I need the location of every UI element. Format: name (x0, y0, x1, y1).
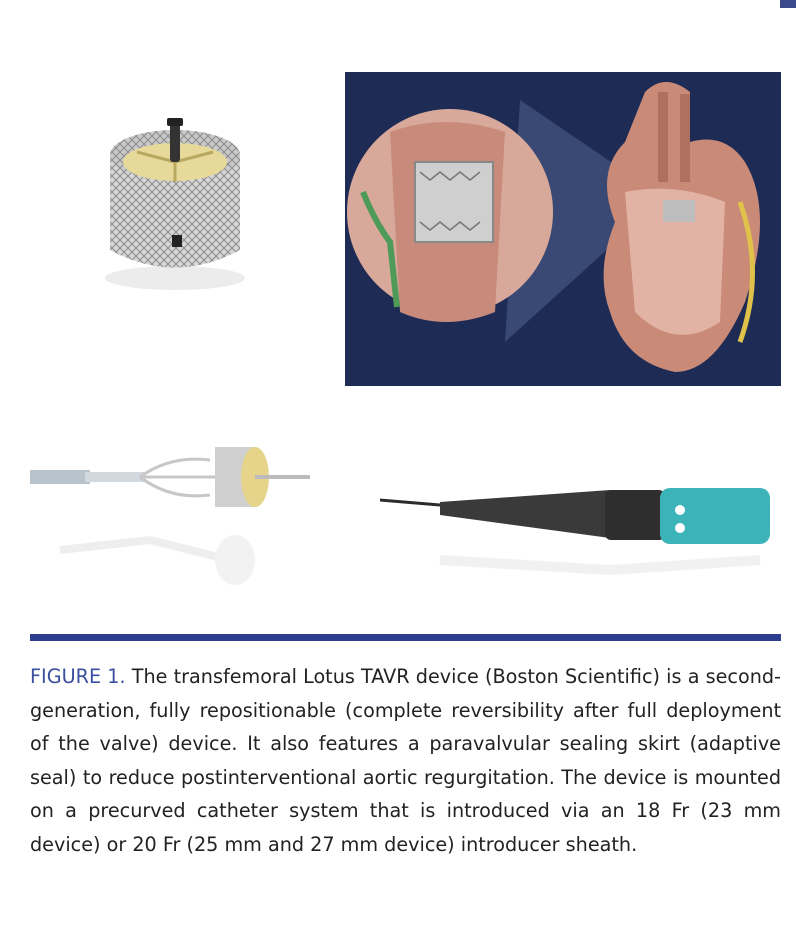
figure-caption-text: The transfemoral Lotus TAVR device (Boston Scientific) is a second-generation, fully repositionable (complete reversibility after full deployment of the valve) device. It also features a paravalvular sealing skirt (adaptive seal) to reduce postinterventional aortic regurgitation. The device is mounted on a precurved catheter system that is introduced via an 18 Fr (23 mm device) or 20 Fr (25 mm and 27 mm device) introducer sheath. (30, 665, 781, 856)
figure-label: FIGURE 1. (30, 665, 126, 688)
heart-anatomy-illustration (345, 72, 781, 386)
valve-frame-image (80, 100, 270, 300)
delivery-handle-image (380, 480, 780, 590)
catheter-delivery-image (30, 440, 320, 610)
page-corner-tab (780, 0, 796, 8)
caption-divider (30, 634, 781, 641)
figure-caption (30, 660, 781, 862)
